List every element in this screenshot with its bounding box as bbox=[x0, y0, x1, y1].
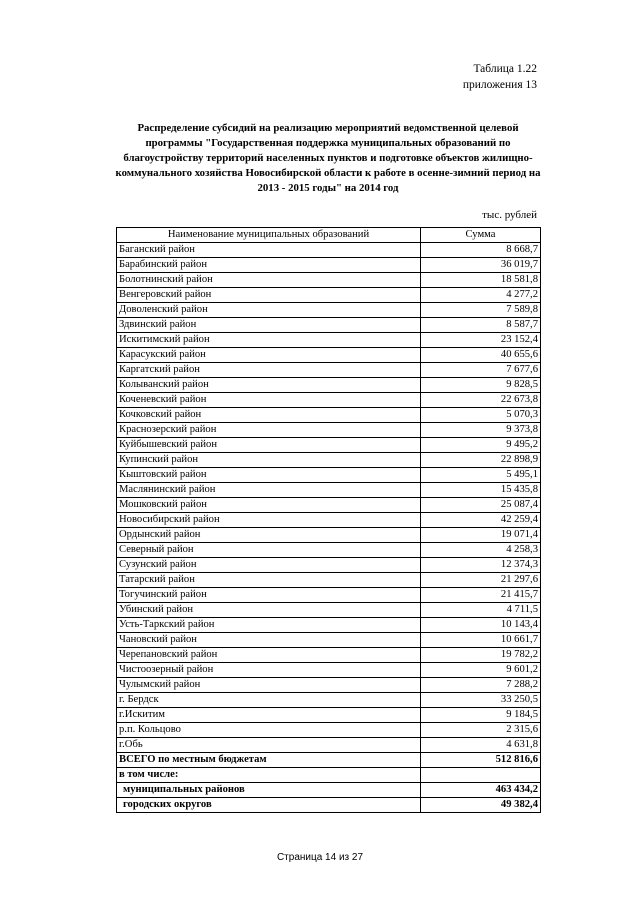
subsidy-amount: 512 816,6 bbox=[421, 753, 541, 768]
subtotal-row bbox=[117, 783, 541, 798]
municipality-name: Татарский район bbox=[117, 573, 421, 588]
subsidy-amount: 4 258,3 bbox=[421, 543, 541, 558]
municipality-name: Куйбышевский район bbox=[117, 438, 421, 453]
table-row bbox=[117, 243, 541, 258]
units-label: тыс. рублей bbox=[482, 209, 537, 221]
table-row bbox=[117, 648, 541, 663]
subsidy-amount: 19 782,2 bbox=[421, 648, 541, 663]
subsidy-amount: 19 071,4 bbox=[421, 528, 541, 543]
table-row bbox=[117, 543, 541, 558]
municipality-name: муниципальных районов bbox=[117, 783, 421, 798]
municipality-name: Мошковский район bbox=[117, 498, 421, 513]
subsidy-amount: 9 184,5 bbox=[421, 708, 541, 723]
municipality-name: Здвинский район bbox=[117, 318, 421, 333]
subsidy-amount: 36 019,7 bbox=[421, 258, 541, 273]
table-row bbox=[117, 273, 541, 288]
municipality-name: Сузунский район bbox=[117, 558, 421, 573]
subsidy-amount: 40 655,6 bbox=[421, 348, 541, 363]
subsidy-amount: 12 374,3 bbox=[421, 558, 541, 573]
subsidy-amount: 9 373,8 bbox=[421, 423, 541, 438]
table-row bbox=[117, 678, 541, 693]
subsidy-amount: 8 587,7 bbox=[421, 318, 541, 333]
municipality-name: Купинский район bbox=[117, 453, 421, 468]
subsidy-amount: 9 495,2 bbox=[421, 438, 541, 453]
subsidy-amount: 2 315,6 bbox=[421, 723, 541, 738]
municipality-name: Убинский район bbox=[117, 603, 421, 618]
table-row bbox=[117, 468, 541, 483]
table-row bbox=[117, 633, 541, 648]
table-row bbox=[117, 423, 541, 438]
subsidy-amount bbox=[421, 768, 541, 783]
subsidy-amount: 10 143,4 bbox=[421, 618, 541, 633]
table-row bbox=[117, 498, 541, 513]
table-row bbox=[117, 363, 541, 378]
municipality-name: Кыштовский район bbox=[117, 468, 421, 483]
subsidy-amount: 5 070,3 bbox=[421, 408, 541, 423]
municipality-name: Усть-Таркский район bbox=[117, 618, 421, 633]
appendix-number: приложения 13 bbox=[462, 79, 537, 91]
table-row bbox=[117, 723, 541, 738]
subsidy-amount: 33 250,5 bbox=[421, 693, 541, 708]
subsidy-amount: 15 435,8 bbox=[421, 483, 541, 498]
table-row bbox=[117, 603, 541, 618]
table-row bbox=[117, 618, 541, 633]
municipality-name: Северный район bbox=[117, 543, 421, 558]
table-row bbox=[117, 528, 541, 543]
municipality-name: г.Искитим bbox=[117, 708, 421, 723]
municipality-name: Каргатский район bbox=[117, 363, 421, 378]
table-row bbox=[117, 558, 541, 573]
subsidy-amount: 10 661,7 bbox=[421, 633, 541, 648]
table-row bbox=[117, 453, 541, 468]
subsidy-table bbox=[116, 227, 541, 813]
table-row bbox=[117, 588, 541, 603]
table-row bbox=[117, 738, 541, 753]
subsidy-amount: 21 297,6 bbox=[421, 573, 541, 588]
municipality-name: Барабинский район bbox=[117, 258, 421, 273]
subsidy-amount: 49 382,4 bbox=[421, 798, 541, 813]
table-row bbox=[117, 708, 541, 723]
subsidy-amount: 463 434,2 bbox=[421, 783, 541, 798]
table-row bbox=[117, 438, 541, 453]
subsidy-amount: 22 898,9 bbox=[421, 453, 541, 468]
subsidy-amount: 23 152,4 bbox=[421, 333, 541, 348]
municipality-name: Коченевский район bbox=[117, 393, 421, 408]
municipality-name: Чулымский район bbox=[117, 678, 421, 693]
subsidy-amount: 4 277,2 bbox=[421, 288, 541, 303]
municipality-name: Черепановский район bbox=[117, 648, 421, 663]
table-row bbox=[117, 513, 541, 528]
subsidy-amount: 25 087,4 bbox=[421, 498, 541, 513]
municipality-name: Баганский район bbox=[117, 243, 421, 258]
subsidy-amount: 22 673,8 bbox=[421, 393, 541, 408]
municipality-name: Тогучинский район bbox=[117, 588, 421, 603]
table-row bbox=[117, 318, 541, 333]
municipality-name: ВСЕГО по местным бюджетам bbox=[117, 753, 421, 768]
municipality-name: г.Обь bbox=[117, 738, 421, 753]
subsidy-amount: 18 581,8 bbox=[421, 273, 541, 288]
municipality-name: Ордынский район bbox=[117, 528, 421, 543]
table-row bbox=[117, 378, 541, 393]
table-row bbox=[117, 303, 541, 318]
subsidy-amount: 8 668,7 bbox=[421, 243, 541, 258]
subsidy-amount: 21 415,7 bbox=[421, 588, 541, 603]
subtotal-row bbox=[117, 798, 541, 813]
municipality-name: г. Бердск bbox=[117, 693, 421, 708]
municipality-name: Карасукский район bbox=[117, 348, 421, 363]
page-footer: Страница 14 из 27 bbox=[276, 852, 364, 863]
subsidy-amount: 4 631,8 bbox=[421, 738, 541, 753]
table-row bbox=[117, 408, 541, 423]
column-header-name: Наименование муниципальных образований bbox=[117, 228, 421, 243]
subsidy-amount: 4 711,5 bbox=[421, 603, 541, 618]
table-header-row bbox=[117, 228, 541, 243]
table-row bbox=[117, 288, 541, 303]
including-row bbox=[117, 768, 541, 783]
municipality-name: Чистоозерный район bbox=[117, 663, 421, 678]
table-body bbox=[117, 243, 541, 813]
subsidy-amount: 5 495,1 bbox=[421, 468, 541, 483]
municipality-name: р.п. Кольцово bbox=[117, 723, 421, 738]
subsidy-amount: 9 828,5 bbox=[421, 378, 541, 393]
municipality-name: Венгеровский район bbox=[117, 288, 421, 303]
table-row bbox=[117, 693, 541, 708]
municipality-name: Колыванский район bbox=[117, 378, 421, 393]
table-row bbox=[117, 483, 541, 498]
table-row bbox=[117, 258, 541, 273]
subsidy-amount: 42 259,4 bbox=[421, 513, 541, 528]
municipality-name: Искитимский район bbox=[117, 333, 421, 348]
municipality-name: Маслянинский район bbox=[117, 483, 421, 498]
table-reference bbox=[463, 61, 537, 93]
subsidy-amount: 7 288,2 bbox=[421, 678, 541, 693]
municipality-name: Новосибирский район bbox=[117, 513, 421, 528]
subsidy-amount: 7 589,8 bbox=[421, 303, 541, 318]
table-number: Таблица 1.22 bbox=[473, 63, 537, 75]
subsidy-amount: 7 677,6 bbox=[421, 363, 541, 378]
subsidy-amount: 9 601,2 bbox=[421, 663, 541, 678]
table-row bbox=[117, 393, 541, 408]
municipality-name: городских округов bbox=[117, 798, 421, 813]
table-row bbox=[117, 333, 541, 348]
document-title: Распределение субсидий на реализацию мероприятий ведомственной целевой программы "Государственная поддержка муниципальных образований по благоустройству территорий населенных пунктов и подготовке объектов жилищно-коммунального хозяйства Новосибирской области к работе в осенне-зимний период на 2013 - 2015 годы" на 2014 год bbox=[115, 122, 541, 194]
municipality-name: Чановский район bbox=[117, 633, 421, 648]
municipality-name: Доволенский район bbox=[117, 303, 421, 318]
municipality-name: Болотнинский район bbox=[117, 273, 421, 288]
total-row bbox=[117, 753, 541, 768]
table-row bbox=[117, 348, 541, 363]
table-row bbox=[117, 573, 541, 588]
column-header-sum: Сумма bbox=[421, 228, 541, 243]
table-row bbox=[117, 663, 541, 678]
municipality-name: Кочковский район bbox=[117, 408, 421, 423]
municipality-name: Краснозерский район bbox=[117, 423, 421, 438]
municipality-name: в том числе: bbox=[117, 768, 421, 783]
